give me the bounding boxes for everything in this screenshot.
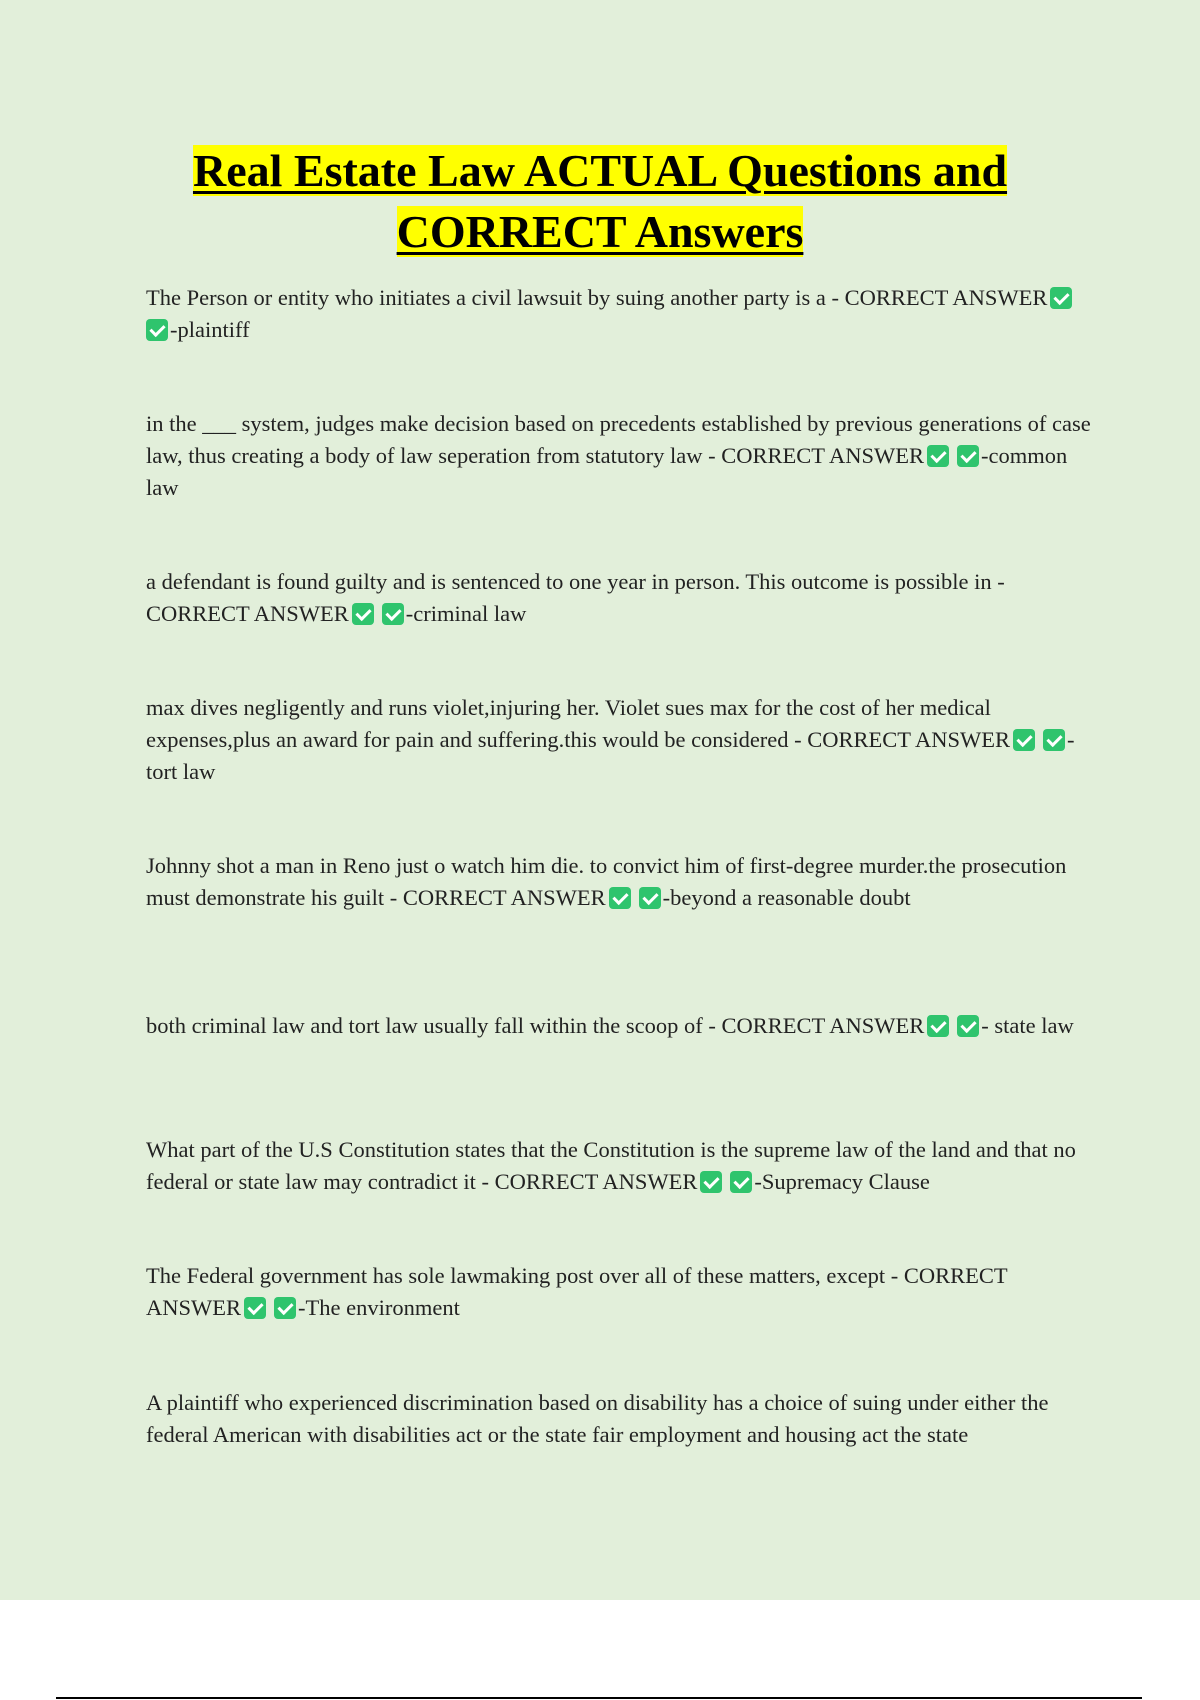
qa-item (146, 282, 1096, 346)
question-text: both criminal law and tort law usually fall within the scoop of - CORRECT ANSWER (146, 1013, 925, 1038)
check-box-icon (927, 445, 949, 467)
answer-text: -common law (146, 443, 1068, 500)
question-text: What part of the U.S Constitution states that the Constitution is the supreme law of the land and that no federal or state law may contradict it - CORRECT ANSWER (146, 1137, 1076, 1194)
qa-item (146, 566, 1096, 630)
qa-item (146, 408, 1096, 504)
qa-item (146, 1010, 1096, 1042)
answer-text: -plaintiff (170, 317, 250, 342)
question-text: a defendant is found guilty and is sentenced to one year in person. This outcome is possible in - CORRECT ANSWER (146, 569, 1005, 626)
answer-text: -beyond a reasonable doubt (662, 885, 911, 910)
check-box-icon (730, 1171, 752, 1193)
check-box-icon (700, 1171, 722, 1193)
check-box-icon (1013, 729, 1035, 751)
question-text: Johnny shot a man in Reno just o watch him die. to convict him of first-degree murder.the prosecution must demonstrate his guilt - CORRECT ANSWER (146, 853, 1067, 910)
check-box-icon (1043, 729, 1065, 751)
answer-text: -Supremacy Clause (754, 1169, 930, 1194)
check-box-icon (244, 1297, 266, 1319)
qa-item (146, 1260, 1096, 1324)
question-text: The Federal government has sole lawmaking post over all of these matters, except - CORRECT ANSWER (146, 1263, 1008, 1320)
answer-text: -criminal law (405, 601, 527, 626)
check-box-icon (927, 1015, 949, 1037)
check-box-icon (352, 603, 374, 625)
check-box-icon (609, 887, 631, 909)
check-box-icon (957, 1015, 979, 1037)
question-text: max dives negligently and runs violet,injuring her. Violet sues max for the cost of her medical expenses,plus an award for pain and suffering.this would be considered - CORRECT ANSWER (146, 695, 1011, 752)
question-text: A plaintiff who experienced discrimination based on disability has a choice of suing under either the federal American with disabilities act or the state fair employment and housing act the state (146, 1390, 1049, 1447)
question-text: The Person or entity who initiates a civil lawsuit by suing another party is a - CORRECT ANSWER (146, 285, 1048, 310)
check-box-icon (957, 445, 979, 467)
document-title-text: Real Estate Law ACTUAL Questions and CORRECT Answers (192, 145, 1008, 257)
check-box-icon (1050, 287, 1072, 309)
check-box-icon (146, 319, 168, 341)
document-title (100, 140, 1100, 262)
answer-text: -tort law (146, 727, 1075, 784)
check-box-icon (382, 603, 404, 625)
question-text: in the ___ system, judges make decision based on precedents established by previous generations of case law, thus creating a body of law seperation from statutory law - CORRECT ANSWER (146, 411, 1091, 468)
qa-item (146, 1387, 1096, 1451)
check-box-icon (274, 1297, 296, 1319)
answer-text: -The environment (298, 1295, 460, 1320)
qa-item (146, 1134, 1096, 1198)
footer-divider (56, 1697, 1142, 1699)
qa-item (146, 692, 1096, 788)
check-box-icon (639, 887, 661, 909)
qa-item (146, 850, 1096, 914)
answer-text: - state law (981, 1013, 1074, 1038)
